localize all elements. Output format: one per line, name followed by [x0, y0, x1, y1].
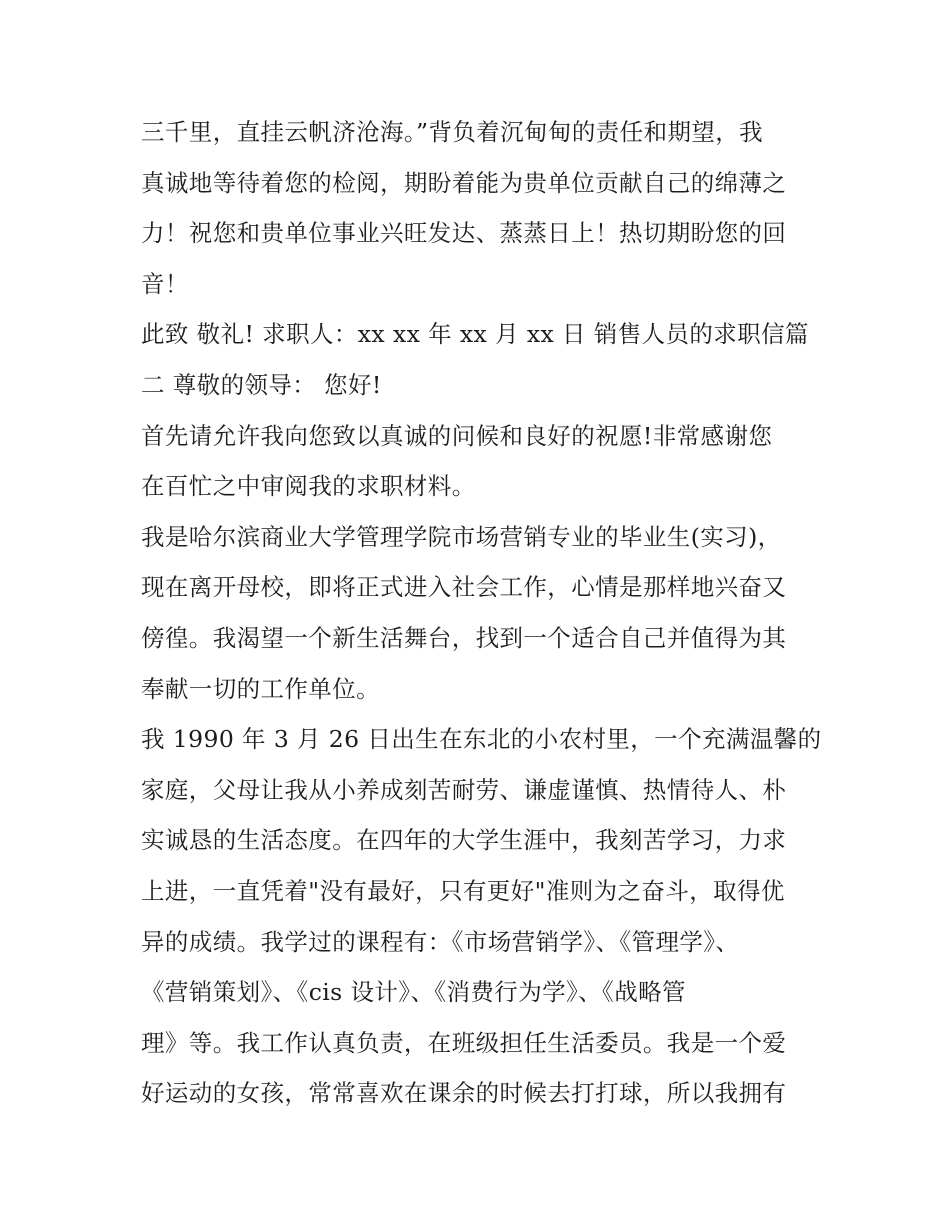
text-line-20: 好运动的女孩，常常喜欢在课余的时候去打打球，所以我拥有 [141, 1079, 787, 1108]
text-line-7: 首先请允许我向您致以真诚的问候和良好的祝愿!非常感谢您 [141, 421, 773, 450]
text-line-2: 真诚地等待着您的检阅，期盼着能为贵单位贡献自己的绵薄之 [141, 168, 787, 197]
text-line-3: 力！祝您和贵单位事业兴旺发达、蒸蒸日上！热切期盼您的回 [141, 219, 787, 248]
text-line-15: 实诚恳的生活态度。在四年的大学生涯中，我刻苦学习，力求 [141, 826, 787, 855]
text-line-9: 我是哈尔滨商业大学管理学院市场营销专业的毕业生(实习)， [141, 522, 782, 551]
text-line-8: 在百忙之中审阅我的求职材料。 [141, 472, 476, 501]
text-line-17: 异的成绩。我学过的课程有：《市场营销学》、《管理学》、 [141, 927, 740, 956]
text-line-13: 我 1990 年 3 月 26 日出生在东北的小农村里，一个充满温馨的 [141, 725, 822, 754]
text-line-11: 傍徨。我渴望一个新生活舞台，找到一个适合自己并值得为其 [141, 623, 787, 652]
text-line-14: 家庭，父母让我从小养成刻苦耐劳、谦虚谨慎、热情待人、朴 [141, 775, 787, 804]
text-line-5: 此致 敬礼! 求职人：xx xx 年 xx 月 xx 日 销售人员的求职信篇 [141, 320, 809, 349]
text-line-19: 理》等。我工作认真负责，在班级担任生活委员。我是一个爱 [141, 1028, 787, 1057]
text-line-6: 二 尊敬的领导： 您好! [141, 370, 382, 399]
text-line-10: 现在离开母校，即将正式进入社会工作，心情是那样地兴奋又 [141, 573, 787, 602]
text-line-18: 《营销策划》、《cis 设计》、《消费行为学》、《战略管 [141, 978, 686, 1007]
text-line-4: 音！ [141, 269, 189, 298]
text-line-1: 三千里，直挂云帆济沧海。”背负着沉甸甸的责任和期望，我 [141, 118, 764, 146]
document-body [141, 107, 821, 1119]
text-line-16: 上进，一直凭着"没有最好，只有更好"准则为之奋斗，取得优 [141, 876, 785, 905]
text-line-12: 奉献一切的工作单位。 [141, 674, 380, 703]
